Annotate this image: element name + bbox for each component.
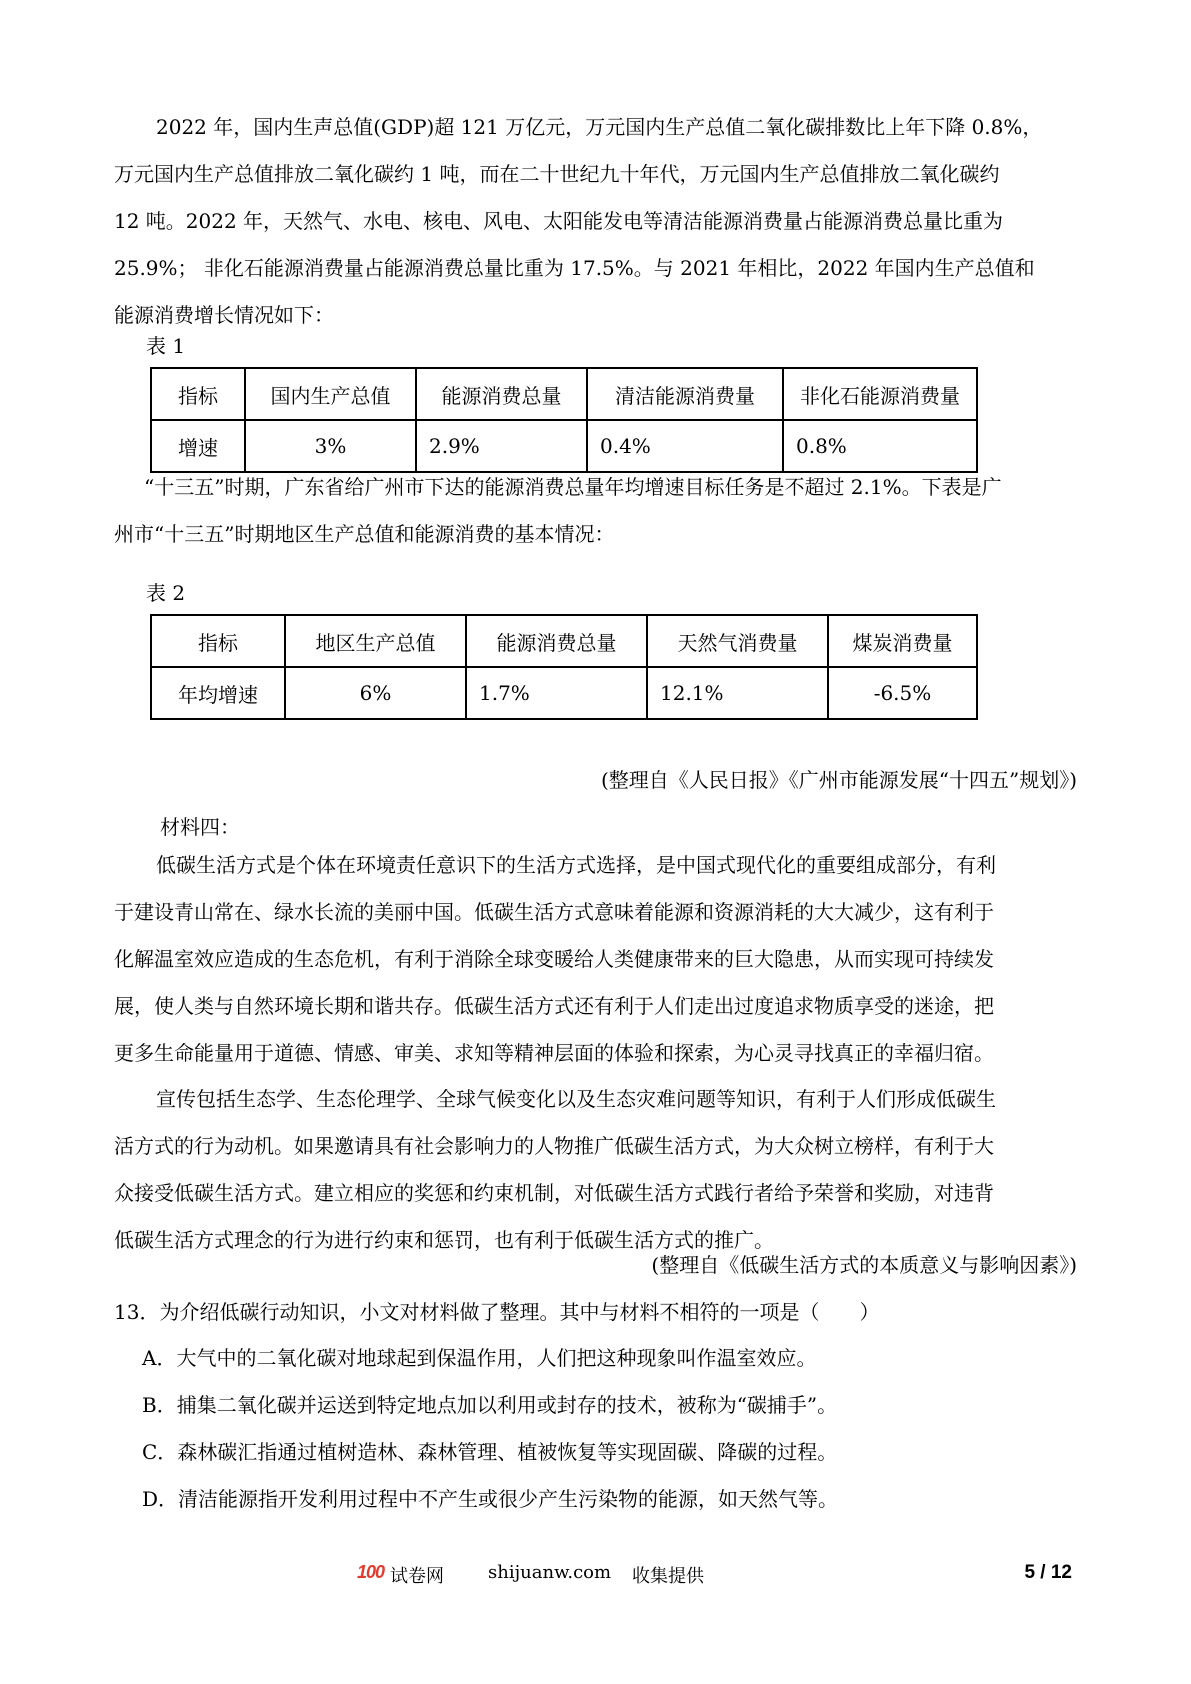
table-cell: 0.4%	[587, 420, 783, 472]
material4-heading: 材料四：	[160, 815, 240, 839]
footer-provided: 收集提供	[632, 1566, 704, 1587]
text-line: 万元国内生产总值排放二氧化碳约 1 吨，而在二十世纪九十年代，万元国内生产总值排放二氧化碳约	[114, 162, 1000, 186]
guangzhou-intro	[114, 464, 1080, 558]
table1	[150, 367, 978, 473]
option-b[interactable]: B．捕集二氧化碳并运送到特定地点加以利用或封存的技术，被称为“碳捕手”。	[142, 1393, 838, 1417]
text-line: 活方式的行为动机。如果邀请具有社会影响力的人物推广低碳生活方式，为大众树立榜样，有利于大	[114, 1134, 994, 1158]
table-row	[151, 667, 977, 719]
option-a[interactable]: A．大气中的二氧化碳对地球起到保温作用，人们把这种现象叫作温室效应。	[142, 1346, 817, 1370]
option-d[interactable]: D．清洁能源指开发利用过程中不产生或很少产生污染物的能源，如天然气等。	[142, 1487, 839, 1511]
page-footer	[0, 1560, 1191, 1590]
table-header-row	[151, 368, 977, 420]
table2	[150, 614, 978, 720]
text-line: 展，使人类与自然环境长期和谐共存。低碳生活方式还有利于人们走出过度追求物质享受的迷途，把	[114, 994, 994, 1018]
table-cell: 年均增速	[151, 667, 285, 719]
text-line: 于建设青山常在、绿水长流的美丽中国。低碳生活方式意味着能源和资源消耗的大大减少，这有利于	[114, 900, 994, 924]
table-cell: 能源消费总量	[416, 368, 587, 420]
table-cell: 增速	[151, 420, 245, 472]
text-line: 低碳生活方式是个体在环境责任意识下的生活方式选择，是中国式现代化的重要组成部分，有利	[156, 853, 996, 877]
table-cell: 1.7%	[466, 667, 647, 719]
text-line: 25.9%； 非化石能源消费量占能源消费总量比重为 17.5%。与 2021 年相比，2022 年国内生产总值和	[114, 256, 1035, 280]
table-cell: 煤炭消费量	[828, 615, 977, 667]
table-header-row	[151, 615, 977, 667]
site-name: 试卷网	[390, 1566, 444, 1587]
table-cell: 国内生产总值	[245, 368, 416, 420]
text-line: 众接受低碳生活方式。建立相应的奖惩和约束机制，对低碳生活方式践行者给予荣誉和奖励，对违背	[114, 1181, 994, 1205]
text-line: “十三五”时期，广东省给广州市下达的能源消费总量年均增速目标任务是不超过 2.1%。下表是广	[144, 475, 1002, 499]
option-c[interactable]: C．森林碳汇指通过植树造林、森林管理、植被恢复等实现固碳、降碳的过程。	[142, 1440, 838, 1464]
material4-paragraph-2	[114, 1076, 1080, 1264]
table-cell: 6%	[285, 667, 466, 719]
source-citation: (整理自《人民日报》《广州市能源发展“十四五”规划》)	[600, 768, 1077, 792]
text-line: 能源消费增长情况如下：	[114, 303, 334, 327]
material3-paragraph	[114, 104, 1080, 339]
material4-paragraph-1	[114, 842, 1080, 1077]
site-domain: shijuanw.com	[488, 1562, 612, 1583]
table-cell: 清洁能源消费量	[587, 368, 783, 420]
text-line: 2022 年，国内生声总值(GDP)超 121 万亿元，万元国内生产总值二氧化碳排数比上年下降 0.8%，	[156, 115, 1043, 139]
site-logo: 100	[357, 1562, 385, 1582]
table-cell: 天然气消费量	[647, 615, 828, 667]
table-cell: 0.8%	[783, 420, 977, 472]
table-cell: 3%	[245, 420, 416, 472]
table-cell: 非化石能源消费量	[783, 368, 977, 420]
text-line: 更多生命能量用于道德、情感、审美、求知等精神层面的体验和探索，为心灵寻找真正的幸福归宿。	[114, 1041, 994, 1065]
table2-label: 表 2	[146, 581, 186, 605]
table-cell: 能源消费总量	[466, 615, 647, 667]
text-line: 州市“十三五”时期地区生产总值和能源消费的基本情况：	[114, 522, 615, 546]
source-citation: (整理自《低碳生活方式的本质意义与影响因素》)	[651, 1253, 1077, 1277]
page-number: 5 / 12	[1024, 1562, 1072, 1583]
table-cell: 地区生产总值	[285, 615, 466, 667]
question-13-stem: 13．为介绍低碳行动知识，小文对材料做了整理。其中与材料不相符的一项是（ ）	[114, 1300, 880, 1324]
text-line: 宣传包括生态学、生态伦理学、全球气候变化以及生态灾难问题等知识，有利于人们形成低碳生	[156, 1087, 996, 1111]
table-cell: 指标	[151, 368, 245, 420]
table-cell: 2.9%	[416, 420, 587, 472]
text-line: 12 吨。2022 年，天然气、水电、核电、风电、太阳能发电等清洁能源消费量占能源消费总量比重为	[114, 209, 1004, 233]
table-cell: 12.1%	[647, 667, 828, 719]
table-cell: 指标	[151, 615, 285, 667]
table-cell: -6.5%	[828, 667, 977, 719]
text-line: 化解温室效应造成的生态危机，有利于消除全球变暖给人类健康带来的巨大隐患，从而实现可持续发	[114, 947, 994, 971]
text-line: 低碳生活方式理念的行为进行约束和惩罚，也有利于低碳生活方式的推广。	[114, 1228, 774, 1252]
table1-label: 表 1	[146, 334, 186, 358]
